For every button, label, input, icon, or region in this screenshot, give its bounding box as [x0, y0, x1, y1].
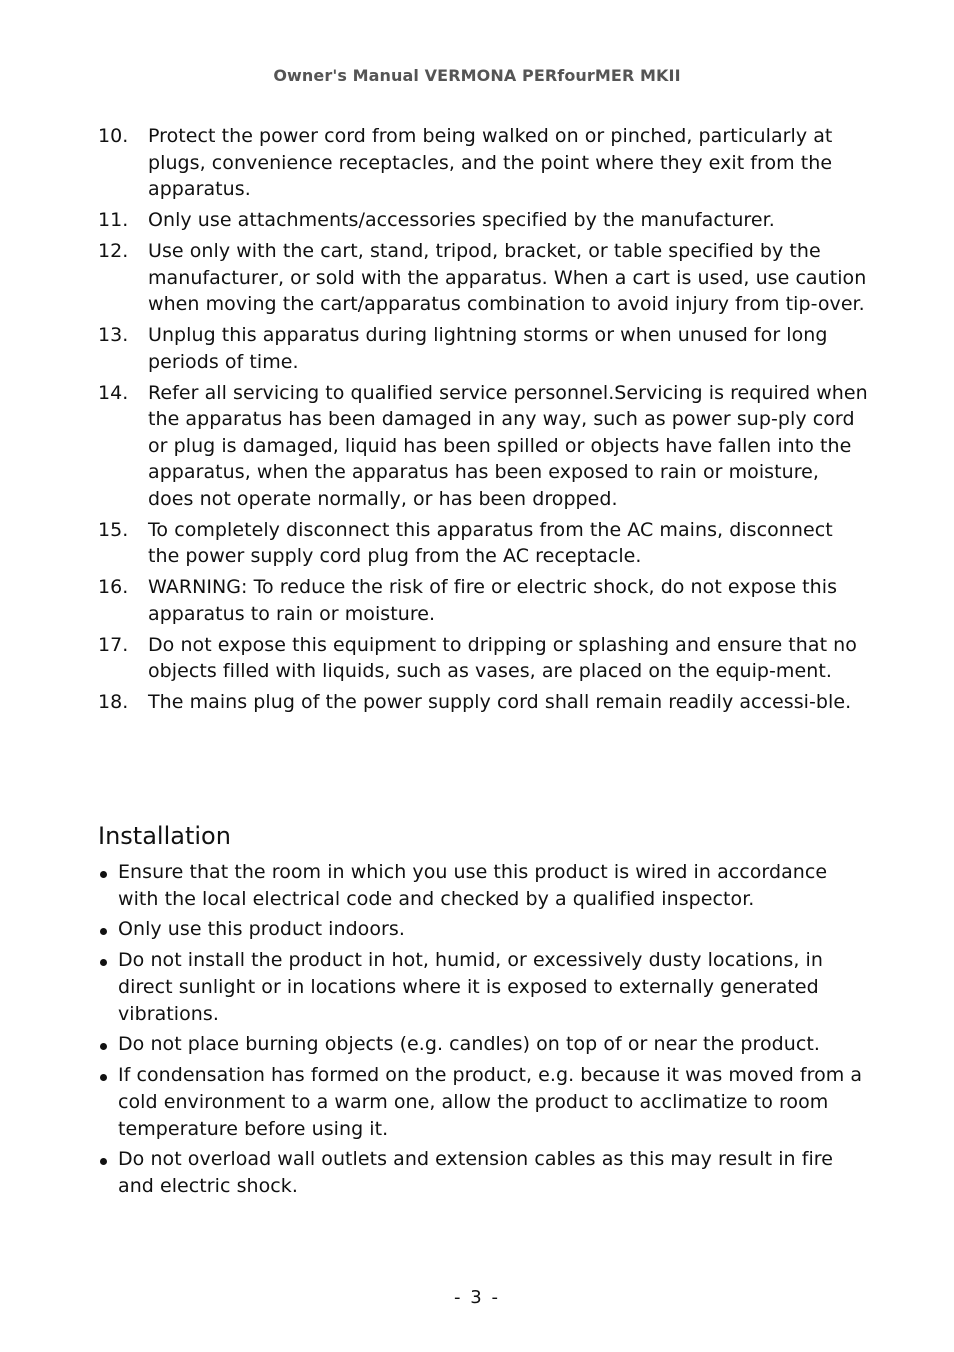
bullet-item — [98, 916, 868, 943]
bullet-icon — [100, 959, 107, 966]
bullet-icon — [100, 1074, 107, 1081]
item-number: 18. — [98, 691, 129, 714]
item-number: 11. — [98, 209, 129, 232]
item-number: 12. — [98, 239, 129, 262]
list-item — [98, 517, 868, 570]
page-number: - 3 - — [454, 1287, 500, 1308]
bullet-item — [98, 947, 868, 1027]
list-item — [98, 632, 868, 685]
item-text: Do not expose this equipment to dripping or splashing and ensure that no objects filled with liquids, such as vases, are placed on the equip-ment. — [148, 633, 857, 683]
safety-instructions-list — [98, 123, 868, 720]
bullet-text: Do not install the product in hot, humid, or excessively dusty locations, in direct sunlight or in locations where it is exposed to externally generated vibrations. — [118, 949, 823, 1025]
list-item — [98, 238, 868, 318]
section-title-installation: Installation — [98, 822, 231, 850]
list-item — [98, 123, 868, 203]
bullet-text: Do not overload wall outlets and extension cables as this may result in fire and electric shock. — [118, 1148, 833, 1198]
bullet-item — [98, 1146, 868, 1199]
list-item — [98, 207, 868, 234]
item-number: 10. — [98, 125, 129, 147]
item-number: 17. — [98, 633, 129, 656]
item-text: Refer all servicing to qualified service personnel.Servicing is required when the apparatus has been damaged in any way, such as power sup-ply cord or plug is damaged, liquid has been spilled or objects have fallen into the apparatus, when the apparatus has been exposed to rain or moisture, does not operate normally, or has been dropped. — [148, 381, 868, 510]
list-item — [98, 380, 868, 513]
bullet-icon — [100, 871, 107, 878]
bullet-text: If condensation has formed on the product, e.g. because it was moved from a cold environment to a warm one, allow the product to acclimatize to room temperature before using it. — [118, 1064, 863, 1140]
item-number: 14. — [98, 381, 129, 404]
bullet-item — [98, 1062, 868, 1142]
bullet-icon — [100, 928, 107, 935]
item-number: 16. — [98, 576, 129, 599]
item-text: To completely disconnect this apparatus from the AC mains, disconnect the power supply cord plug from the AC receptacle. — [148, 518, 833, 568]
list-item — [98, 322, 868, 375]
item-text: The mains plug of the power supply cord shall remain readily accessi-ble. — [148, 691, 852, 714]
bullet-item — [98, 859, 868, 912]
item-text: Use only with the cart, stand, tripod, bracket, or table specified by the manufacturer, or sold with the apparatus. When a cart is used, use caution when moving the cart/apparatus combination to avoid injury from tip-over. — [148, 239, 867, 316]
item-number: 13. — [98, 324, 129, 347]
bullet-icon — [100, 1158, 107, 1165]
bullet-icon — [100, 1043, 107, 1050]
bullet-text: Do not place burning objects (e.g. candles) on top of or near the product. — [118, 1033, 820, 1056]
item-number: 15. — [98, 518, 129, 541]
item-text: Only use attachments/accessories specified by the manufacturer. — [148, 209, 775, 232]
bullet-item — [98, 1031, 868, 1058]
installation-list — [98, 859, 868, 1204]
list-item — [98, 574, 868, 627]
item-text: WARNING: To reduce the risk of fire or electric shock, do not expose this apparatus to rain or moisture. — [148, 576, 838, 625]
bullet-text: Ensure that the room in which you use this product is wired in accordance with the local electrical code and checked by a qualified inspector. — [118, 861, 828, 910]
item-text: Protect the power cord from being walked on or pinched, particularly at plugs, convenience receptacles, and the point where they exit from the apparatus. — [148, 125, 833, 201]
bullet-text: Only use this product indoors. — [118, 918, 405, 941]
item-text: Unplug this apparatus during lightning storms or when unused for long periods of time. — [148, 324, 828, 373]
list-item — [98, 689, 868, 716]
page-header: Owner's Manual VERMONA PERfourMER MKII — [273, 66, 681, 85]
